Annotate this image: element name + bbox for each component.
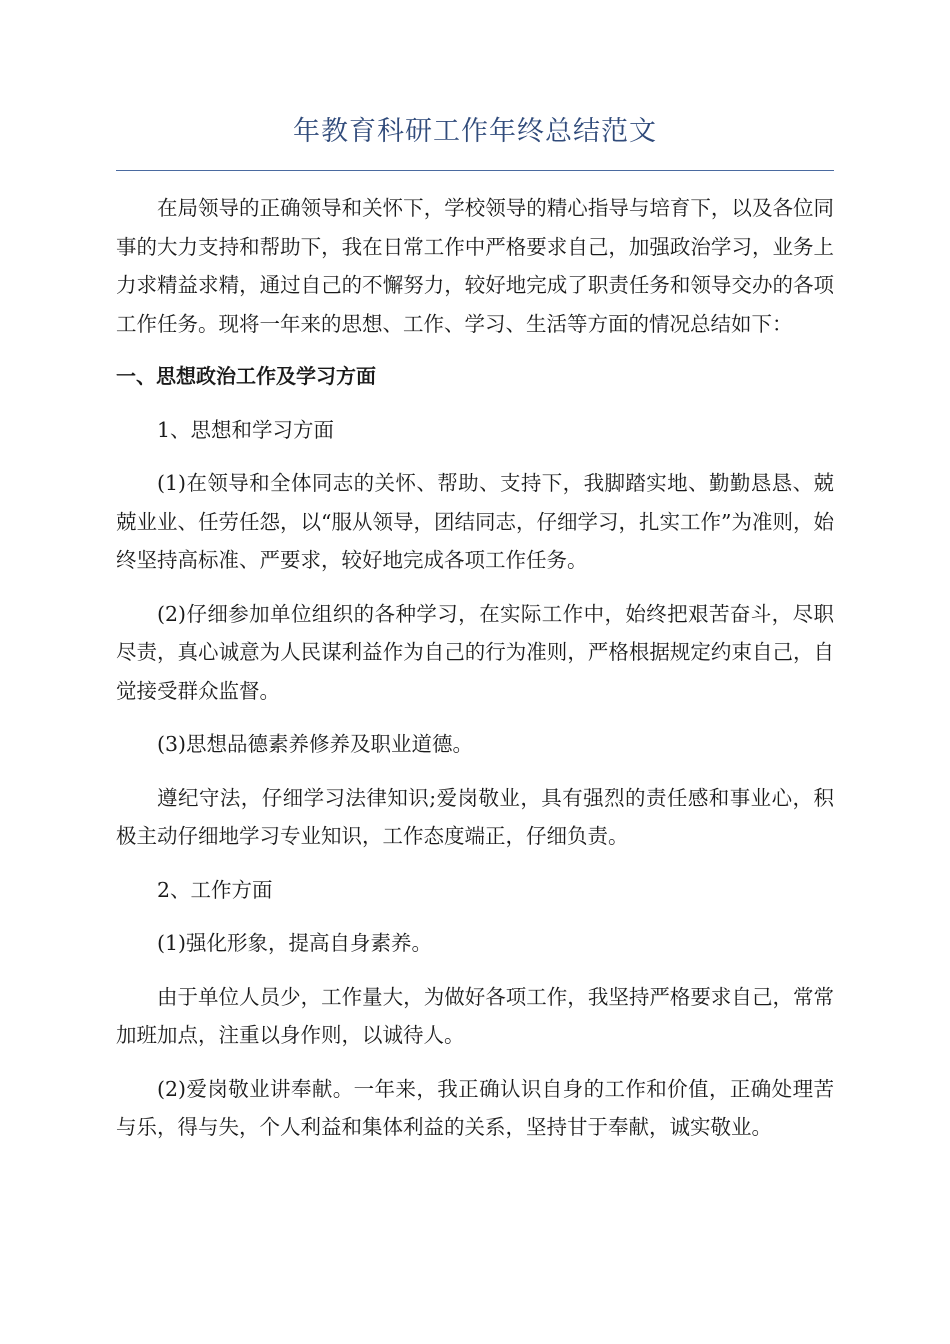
paragraph-1-3: (3)思想品德素养修养及职业道德。 [157,732,474,757]
subsection-heading-2: 2、工作方面 [157,877,273,902]
paragraph-2-2: (2)爱岗敬业讲奉献。一年来，我正确认识自身的工作和价值，正确处理苦与乐，得与失，个人利益和集体利益的关系，坚持甘于奉献，诚实敬业。 [116,1076,834,1140]
paragraph-2-1: (1)强化形象，提高自身素养。 [157,931,433,956]
section-heading-1: 一、思想政治工作及学习方面 [116,364,376,389]
document-page [116,0,834,1147]
title-underline [116,170,834,171]
paragraph-1-3-detail: 遵纪守法，仔细学习法律知识;爱岗敬业，具有强烈的责任感和事业心，积极主动仔细地学习专业知识，工作态度端正，仔细负责。 [116,785,834,849]
paragraph-2-1-detail: 由于单位人员少，工作量大，为做好各项工作，我坚持严格要求自己，常常加班加点，注重以身作则，以诚待人。 [116,984,834,1048]
paragraph-1-1: (1)在领导和全体同志的关怀、帮助、支持下，我脚踏实地、勤勤恳恳、兢兢业业、任劳任怨，以“服从领导，团结同志，仔细学习，扎实工作”为准则，始终坚持高标准、严要求，较好地完成各项工作任务。 [116,471,834,573]
paragraph-1-2: (2)仔细参加单位组织的各种学习，在实际工作中，始终把艰苦奋斗，尽职尽责，真心诚意为人民谋利益作为自己的行为准则，严格根据规定约束自己，自觉接受群众监督。 [116,601,834,703]
subsection-heading-1: 1、思想和学习方面 [157,417,335,442]
document-title: 年教育科研工作年终总结范文 [293,116,657,147]
document-body [116,189,834,1147]
intro-paragraph: 在局领导的正确领导和关怀下，学校领导的精心指导与培育下，以及各位同事的大力支持和帮助下，我在日常工作中严格要求自己，加强政治学习，业务上力求精益求精，通过自己的不懈努力，较好地完成了职责任务和领导交办的各项工作任务。现将一年来的思想、工作、学习、生活等方面的情况总结如下： [116,196,834,336]
